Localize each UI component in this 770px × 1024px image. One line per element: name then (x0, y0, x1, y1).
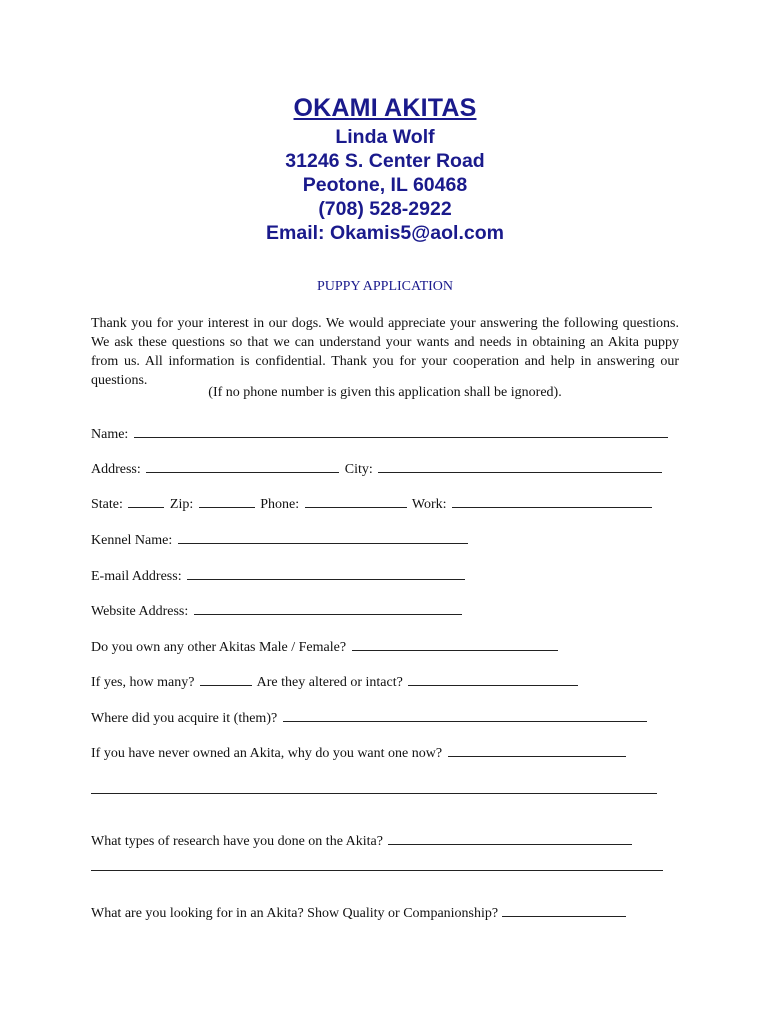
never-owned-row (91, 742, 628, 762)
acquire-row (91, 707, 649, 727)
form-title: PUPPY APPLICATION (316, 279, 453, 294)
zip-field[interactable] (199, 493, 255, 508)
research-field[interactable] (388, 830, 632, 845)
name-label: Name: (91, 427, 129, 442)
how-many-row (91, 671, 580, 691)
acquire-field[interactable] (283, 707, 647, 722)
phone-field[interactable] (305, 493, 407, 508)
phone-note: (If no phone number is given this application shall be ignored). (208, 385, 562, 400)
looking-for-row (91, 902, 628, 922)
kennel-label: Kennel Name: (91, 533, 173, 548)
address-row (91, 458, 664, 478)
zip-label: Zip: (169, 497, 194, 512)
name-row (91, 423, 670, 443)
address-field[interactable] (146, 458, 339, 473)
research-extra-line[interactable] (91, 869, 663, 871)
phone-label: Phone: (260, 497, 300, 512)
altered-field[interactable] (408, 671, 578, 686)
state-label: State: (91, 497, 123, 512)
looking-for-label: What are you looking for in an Akita? Show Quality or Companionship? (91, 906, 499, 921)
how-many-field[interactable] (200, 671, 252, 686)
research-row (91, 830, 634, 850)
email-field[interactable] (187, 565, 465, 580)
kennel-field[interactable] (178, 529, 468, 544)
city-state-zip: Peotone, IL 60468 (302, 174, 468, 196)
street-address: 31246 S. Center Road (285, 150, 485, 172)
email-address: Email: Okamis5@aol.com (266, 222, 504, 244)
other-akitas-row (91, 636, 560, 656)
never-owned-extra-line[interactable] (91, 792, 657, 794)
work-field[interactable] (452, 493, 652, 508)
research-label: What types of research have you done on the Akita? (91, 834, 383, 849)
owner-name: Linda Wolf (335, 126, 435, 148)
contact-row (91, 493, 654, 513)
state-field[interactable] (128, 493, 164, 508)
kennel-title: OKAMI AKITAS (293, 94, 477, 122)
intro-paragraph: Thank you for your interest in our dogs. We would appreciate your answering the following questions. We ask these questions so that we can understand your wants and needs in obtaining an Akita puppy from us. All information is confidential. Thank you for your cooperation and help in answering our questions. (91, 316, 679, 388)
other-akitas-field[interactable] (352, 636, 558, 651)
city-field[interactable] (378, 458, 662, 473)
website-label: Website Address: (91, 604, 189, 619)
acquire-label: Where did you acquire it (them)? (91, 711, 278, 726)
website-field[interactable] (194, 600, 462, 615)
city-label: City: (344, 462, 373, 477)
kennel-row (91, 529, 470, 549)
name-field[interactable] (134, 423, 668, 438)
website-row (91, 600, 464, 620)
email-label: E-mail Address: (91, 569, 182, 584)
looking-for-field[interactable] (502, 902, 626, 917)
phone-number: (708) 528-2922 (318, 198, 452, 220)
never-owned-label: If you have never owned an Akita, why do you want one now? (91, 746, 443, 761)
address-label: Address: (91, 462, 141, 477)
email-row (91, 565, 467, 585)
other-akitas-label: Do you own any other Akitas Male / Female? (91, 640, 347, 655)
never-owned-field[interactable] (448, 742, 626, 757)
altered-label: Are they altered or intact? (256, 675, 403, 690)
work-label: Work: (411, 497, 447, 512)
how-many-label: If yes, how many? (91, 675, 195, 690)
